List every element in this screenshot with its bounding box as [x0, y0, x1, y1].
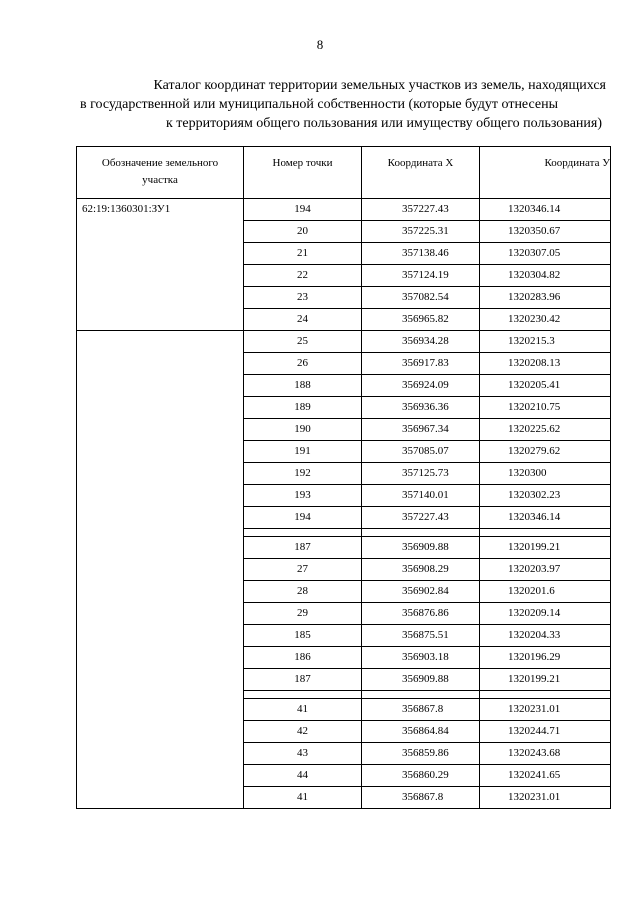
coord-x-cell: 357124.19: [362, 265, 480, 287]
separator-cell: [480, 529, 611, 537]
coord-y-cell: 1320307.05: [480, 243, 611, 265]
header-designation: [77, 147, 244, 199]
coord-y-cell: 1320283.96: [480, 287, 611, 309]
point-number-cell: 41: [244, 787, 362, 809]
coord-x-cell: 356859.86: [362, 743, 480, 765]
coord-x-cell: 356967.34: [362, 419, 480, 441]
point-number-cell: 194: [244, 199, 362, 221]
coord-y-cell: 1320231.01: [480, 787, 611, 809]
point-number-cell: 27: [244, 559, 362, 581]
coord-x-cell: 356864.84: [362, 721, 480, 743]
coord-y-cell: 1320302.23: [480, 485, 611, 507]
point-number-cell: 192: [244, 463, 362, 485]
coord-x-cell: 356902.84: [362, 581, 480, 603]
point-number-cell: 191: [244, 441, 362, 463]
point-number-cell: 185: [244, 625, 362, 647]
title-line-3: к территориям общего пользования или имуществу общего пользования): [165, 116, 602, 131]
point-number-cell: 194: [244, 507, 362, 529]
header-coord-y: Координата У: [480, 147, 611, 199]
point-number-cell: 28: [244, 581, 362, 603]
coord-y-cell: 1320346.14: [480, 507, 611, 529]
header-designation-line2: участка: [142, 174, 178, 186]
point-number-cell: 29: [244, 603, 362, 625]
table-row: [77, 199, 611, 221]
coord-y-cell: 1320215.3: [480, 331, 611, 353]
separator-cell: [480, 691, 611, 699]
coord-x-cell: 356909.88: [362, 669, 480, 691]
separator-cell: [244, 691, 362, 699]
coord-y-cell: 1320205.41: [480, 375, 611, 397]
point-number-cell: 20: [244, 221, 362, 243]
table-header-row: [77, 147, 611, 199]
header-point-number: Номер точки: [244, 147, 362, 199]
coord-x-cell: 356917.83: [362, 353, 480, 375]
coord-x-cell: 357082.54: [362, 287, 480, 309]
point-number-cell: 187: [244, 537, 362, 559]
coord-x-cell: 356903.18: [362, 647, 480, 669]
coord-y-cell: 1320209.14: [480, 603, 611, 625]
coord-x-cell: 356876.86: [362, 603, 480, 625]
coord-x-cell: 356965.82: [362, 309, 480, 331]
empty-designation-cell: [77, 331, 244, 809]
coord-y-cell: 1320230.42: [480, 309, 611, 331]
land-plot-designation: 62:19:1360301:ЗУ1: [77, 199, 244, 331]
point-number-cell: 189: [244, 397, 362, 419]
coord-y-cell: 1320208.13: [480, 353, 611, 375]
point-number-cell: 23: [244, 287, 362, 309]
point-number-cell: 186: [244, 647, 362, 669]
separator-cell: [362, 691, 480, 699]
coord-y-cell: 1320346.14: [480, 199, 611, 221]
point-number-cell: 41: [244, 699, 362, 721]
coord-x-cell: 356909.88: [362, 537, 480, 559]
point-number-cell: 193: [244, 485, 362, 507]
point-number-cell: 188: [244, 375, 362, 397]
separator-cell: [362, 529, 480, 537]
coord-x-cell: 356936.36: [362, 397, 480, 419]
coord-x-cell: 356867.8: [362, 787, 480, 809]
point-number-cell: 43: [244, 743, 362, 765]
point-number-cell: 44: [244, 765, 362, 787]
coord-y-cell: 1320199.21: [480, 537, 611, 559]
coordinates-table: [76, 146, 611, 809]
table-row: [77, 331, 611, 353]
coord-y-cell: 1320231.01: [480, 699, 611, 721]
point-number-cell: 42: [244, 721, 362, 743]
coord-x-cell: 356924.09: [362, 375, 480, 397]
coord-x-cell: 357138.46: [362, 243, 480, 265]
coord-y-cell: 1320300: [480, 463, 611, 485]
point-number-cell: 24: [244, 309, 362, 331]
coord-y-cell: 1320210.75: [480, 397, 611, 419]
coord-y-cell: 1320204.33: [480, 625, 611, 647]
coord-x-cell: 357085.07: [362, 441, 480, 463]
coord-x-cell: 356860.29: [362, 765, 480, 787]
coord-x-cell: 357227.43: [362, 507, 480, 529]
header-designation-line1: Обозначение земельного: [101, 157, 219, 169]
point-number-cell: 187: [244, 669, 362, 691]
title-line-1: Каталог координат территории земельных участков из земель, находящихся: [153, 78, 606, 93]
coord-x-cell: 357140.01: [362, 485, 480, 507]
coord-y-cell: 1320241.65: [480, 765, 611, 787]
separator-cell: [244, 529, 362, 537]
coord-x-cell: 356867.8: [362, 699, 480, 721]
coord-y-cell: 1320350.67: [480, 221, 611, 243]
title-line-2: в государственной или муниципальной собственности (которые будут отнесены: [80, 97, 558, 112]
point-number-cell: 190: [244, 419, 362, 441]
coord-y-cell: 1320196.29: [480, 647, 611, 669]
coord-y-cell: 1320243.68: [480, 743, 611, 765]
coord-y-cell: 1320199.21: [480, 669, 611, 691]
coord-x-cell: 357227.43: [362, 199, 480, 221]
coord-y-cell: 1320203.97: [480, 559, 611, 581]
coord-y-cell: 1320244.71: [480, 721, 611, 743]
coord-x-cell: 356875.51: [362, 625, 480, 647]
coord-y-cell: 1320201.6: [480, 581, 611, 603]
coord-x-cell: 356908.29: [362, 559, 480, 581]
page-number: 8: [316, 37, 324, 52]
coord-y-cell: 1320225.62: [480, 419, 611, 441]
coord-x-cell: 357125.73: [362, 463, 480, 485]
coord-x-cell: 357225.31: [362, 221, 480, 243]
point-number-cell: 22: [244, 265, 362, 287]
document-title: [80, 76, 610, 133]
coord-y-cell: 1320279.62: [480, 441, 611, 463]
point-number-cell: 25: [244, 331, 362, 353]
coord-y-cell: 1320304.82: [480, 265, 611, 287]
coord-x-cell: 356934.28: [362, 331, 480, 353]
point-number-cell: 21: [244, 243, 362, 265]
table-body: [77, 199, 611, 809]
header-coord-x: Координата Х: [362, 147, 480, 199]
point-number-cell: 26: [244, 353, 362, 375]
